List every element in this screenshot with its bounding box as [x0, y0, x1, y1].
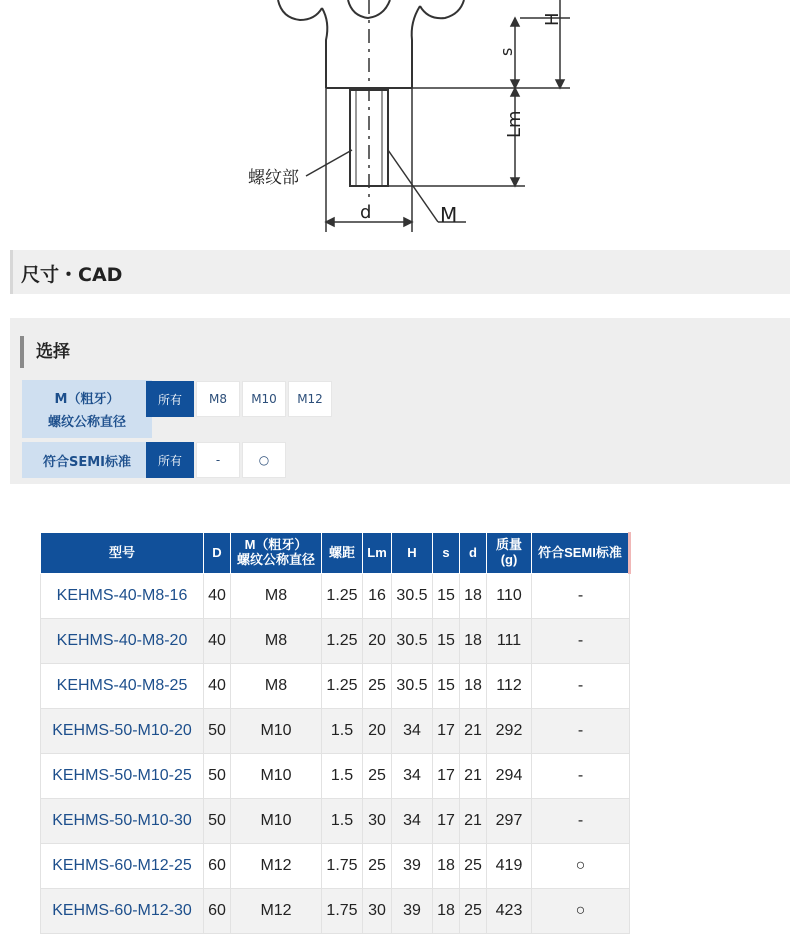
label-H: H — [542, 12, 563, 26]
cell-model-link[interactable]: KEHMS-50-M10-30 — [41, 799, 204, 844]
cell-M: M10 — [231, 799, 322, 844]
cell-pitch: 1.5 — [322, 709, 363, 754]
cell-M: M8 — [231, 619, 322, 664]
label-thread: 螺纹部 — [248, 168, 299, 188]
cell-pitch: 1.25 — [322, 619, 363, 664]
cell-D: 40 — [204, 574, 231, 619]
cell-H: 30.5 — [392, 619, 433, 664]
cell-D: 60 — [204, 889, 231, 934]
cell-d: 18 — [460, 619, 487, 664]
cell-mass: 423 — [487, 889, 532, 934]
cell-D: 50 — [204, 754, 231, 799]
filter-option-all-semi[interactable]: 所有 — [146, 442, 194, 478]
filter-panel-header — [20, 336, 70, 368]
cell-s: 15 — [433, 619, 460, 664]
cell-H: 34 — [392, 754, 433, 799]
cell-D: 50 — [204, 799, 231, 844]
cell-s: 17 — [433, 709, 460, 754]
filter-label-thread-diameter — [22, 380, 152, 438]
table-row — [41, 574, 630, 619]
cell-semi: - — [532, 799, 630, 844]
cell-s: 15 — [433, 574, 460, 619]
section-header-dimensions-cad — [10, 250, 790, 294]
cell-mass: 419 — [487, 844, 532, 889]
cell-Lm: 30 — [363, 889, 392, 934]
cell-M: M12 — [231, 844, 322, 889]
label-Lm: Lm — [504, 110, 525, 138]
cell-pitch: 1.5 — [322, 754, 363, 799]
thread-leader — [306, 150, 352, 176]
table-row — [41, 664, 630, 709]
label-M: M — [440, 203, 458, 227]
cell-H: 30.5 — [392, 664, 433, 709]
filter-label-semi-text: 符合SEMI标准 — [42, 454, 132, 470]
cell-mass: 112 — [487, 664, 532, 709]
filter-option-semi-no[interactable]: - — [196, 442, 240, 478]
cell-d: 21 — [460, 754, 487, 799]
cell-H: 39 — [392, 844, 433, 889]
cell-semi: - — [532, 574, 630, 619]
cell-pitch: 1.25 — [322, 574, 363, 619]
cell-M: M8 — [231, 664, 322, 709]
table-row — [41, 799, 630, 844]
header-Lm: Lm — [363, 533, 392, 574]
knob-lobe-left — [278, 0, 322, 20]
cell-mass: 110 — [487, 574, 532, 619]
filter-label-line2: 螺纹公称直径 — [47, 415, 126, 430]
cell-Lm: 25 — [363, 664, 392, 709]
filter-option-m12[interactable]: M12 — [288, 381, 332, 417]
cell-semi: - — [532, 754, 630, 799]
knob-lobe-right — [420, 0, 464, 18]
cell-mass: 294 — [487, 754, 532, 799]
header-s: s — [433, 533, 460, 574]
cell-d: 25 — [460, 844, 487, 889]
filter-panel-title: 选择 — [36, 342, 70, 362]
cell-Lm: 20 — [363, 619, 392, 664]
neck-right — [412, 6, 420, 88]
cell-D: 40 — [204, 619, 231, 664]
cell-Lm: 25 — [363, 754, 392, 799]
cell-D: 50 — [204, 709, 231, 754]
cell-D: 60 — [204, 844, 231, 889]
header-pitch: 螺距 — [322, 533, 363, 574]
table-row — [41, 709, 630, 754]
cell-s: 15 — [433, 664, 460, 709]
filter-option-m8[interactable]: M8 — [196, 381, 240, 417]
filter-option-semi-yes[interactable]: ○ — [242, 442, 286, 478]
header-mass-line2: (g) — [500, 552, 518, 567]
cell-M: M8 — [231, 574, 322, 619]
cell-mass: 111 — [487, 619, 532, 664]
header-M-line1: M（粗牙） — [244, 537, 308, 553]
cell-mass: 297 — [487, 799, 532, 844]
cell-d: 18 — [460, 574, 487, 619]
cell-H: 34 — [392, 709, 433, 754]
neck-left — [322, 8, 327, 88]
cell-d: 25 — [460, 889, 487, 934]
spec-table — [40, 532, 631, 934]
header-H: H — [392, 533, 433, 574]
cell-Lm: 16 — [363, 574, 392, 619]
cell-semi: ○ — [532, 844, 630, 889]
cell-Lm: 25 — [363, 844, 392, 889]
header-mass-line1: 质量 — [495, 537, 522, 553]
label-d: d — [360, 202, 372, 223]
dimension-drawing — [0, 0, 790, 240]
cell-model-link[interactable]: KEHMS-40-M8-16 — [41, 574, 204, 619]
cell-d: 21 — [460, 709, 487, 754]
cell-d: 21 — [460, 799, 487, 844]
cell-M: M10 — [231, 754, 322, 799]
section-title: 尺寸・CAD — [21, 264, 123, 286]
cell-semi: ○ — [532, 889, 630, 934]
cell-pitch: 1.5 — [322, 799, 363, 844]
cell-M: M12 — [231, 889, 322, 934]
cell-H: 30.5 — [392, 574, 433, 619]
header-D: D — [204, 533, 231, 574]
cell-pitch: 1.75 — [322, 844, 363, 889]
table-row — [41, 844, 630, 889]
filter-option-m10[interactable]: M10 — [242, 381, 286, 417]
cell-model-link[interactable]: KEHMS-60-M12-30 — [41, 889, 204, 934]
cell-model-link[interactable]: KEHMS-40-M8-20 — [41, 619, 204, 664]
filter-option-all-diameter[interactable]: 所有 — [146, 381, 194, 417]
header-M-line2: 螺纹公称直径 — [236, 552, 315, 567]
table-row — [41, 619, 630, 664]
filter-label-line1: M（粗牙） — [54, 392, 120, 407]
cell-H: 34 — [392, 799, 433, 844]
cell-s: 17 — [433, 754, 460, 799]
table-row — [41, 889, 630, 934]
cell-D: 40 — [204, 664, 231, 709]
cell-s: 18 — [433, 844, 460, 889]
cell-mass: 292 — [487, 709, 532, 754]
header-model: 型号 — [41, 533, 204, 574]
cell-semi: - — [532, 664, 630, 709]
header-semi: 符合SEMI标准 — [532, 533, 630, 574]
table-row — [41, 754, 630, 799]
cell-pitch: 1.25 — [322, 664, 363, 709]
table-header-row — [41, 533, 630, 574]
label-s: s — [497, 47, 516, 56]
cell-Lm: 20 — [363, 709, 392, 754]
cell-H: 39 — [392, 889, 433, 934]
header-M — [231, 533, 322, 574]
header-d: d — [460, 533, 487, 574]
cell-semi: - — [532, 709, 630, 754]
cell-M: M10 — [231, 709, 322, 754]
filter-label-semi — [22, 442, 152, 478]
cell-s: 17 — [433, 799, 460, 844]
cell-model-link[interactable]: KEHMS-50-M10-20 — [41, 709, 204, 754]
cell-model-link[interactable]: KEHMS-60-M12-25 — [41, 844, 204, 889]
cell-Lm: 30 — [363, 799, 392, 844]
cell-s: 18 — [433, 889, 460, 934]
header-mass — [487, 533, 532, 574]
cell-model-link[interactable]: KEHMS-40-M8-25 — [41, 664, 204, 709]
filter-panel — [10, 318, 790, 484]
cell-d: 18 — [460, 664, 487, 709]
cell-semi: - — [532, 619, 630, 664]
cell-model-link[interactable]: KEHMS-50-M10-25 — [41, 754, 204, 799]
cell-pitch: 1.75 — [322, 889, 363, 934]
